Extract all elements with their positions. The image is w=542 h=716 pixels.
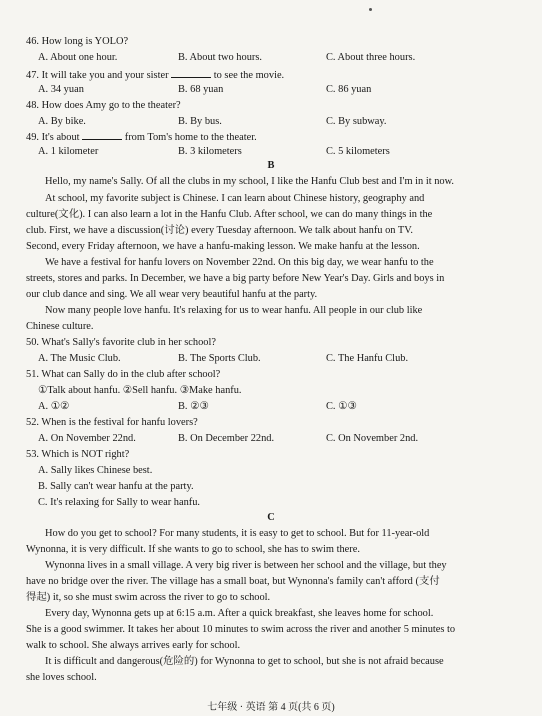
passage-line: walk to school. She always arrives early for school. bbox=[26, 640, 241, 651]
passage-line: She is a good swimmer. It takes her about 10 minutes to swim across the river and another 5 minutes to bbox=[26, 624, 456, 635]
question-53: 53. Which is NOT right? bbox=[26, 449, 130, 460]
option: C. About three hours. bbox=[326, 52, 416, 63]
question-48: 48. How does Amy go to the theater? bbox=[26, 100, 181, 111]
passage-line: How do you get to school? For many students, it is easy to get to school. But for 11-year-old bbox=[45, 528, 430, 539]
option: B. 68 yuan bbox=[178, 84, 224, 95]
passage-line: Wynonna lives in a small village. A very big river is between her school and the village, but they bbox=[45, 560, 447, 571]
question-46: 46. How long is YOLO? bbox=[26, 36, 129, 47]
passage-line: she loves school. bbox=[26, 672, 97, 683]
passage-line: Hello, my name's Sally. Of all the clubs in my school, I like the Hanfu Club best and I'm in it now. bbox=[45, 176, 455, 187]
option: B. 3 kilometers bbox=[178, 146, 242, 157]
page-footer: 七年级 · 英语 第 4 页(共 6 页) bbox=[207, 702, 335, 713]
question-text: 49. It's about bbox=[26, 132, 83, 143]
option: A. On November 22nd. bbox=[38, 433, 136, 444]
option: C. The Hanfu Club. bbox=[326, 353, 409, 364]
passage-line: Second, every Friday afternoon, we have a hanfu-making lesson. We make hanfu at the lesson. bbox=[26, 241, 420, 252]
passage-line: Every day, Wynonna gets up at 6:15 a.m. After a quick breakfast, she leaves home for school. bbox=[45, 608, 434, 619]
option: B. The Sports Club. bbox=[178, 353, 261, 364]
passage-line: 得起) it, so she must swim across the river to go to school. bbox=[26, 592, 271, 603]
passage-line: have no bridge over the river. The village has a small boat, but Wynonna's family can't afford (支付 bbox=[26, 576, 440, 587]
passage-line: At school, my favorite subject is Chinese. I can learn about Chinese history, geography and bbox=[45, 193, 425, 204]
option: B. About two hours. bbox=[178, 52, 262, 63]
option: A. About one hour. bbox=[38, 52, 118, 63]
option: B. On December 22nd. bbox=[178, 433, 275, 444]
option: B. Sally can't wear hanfu at the party. bbox=[38, 481, 194, 492]
question-51-choices: ①Talk about hanfu. ②Sell hanfu. ③Make hanfu. bbox=[38, 385, 242, 396]
passage-line: club. First, we have a discussion(讨论) every Tuesday afternoon. We talk about hanfu on TV. bbox=[26, 225, 414, 236]
passage-line: streets, stores and parks. In December, we have a big party before New Year's Day. Girls and boys in bbox=[26, 273, 445, 284]
passage-line: our club dance and sing. We all wear very beautiful hanfu at the party. bbox=[26, 289, 318, 300]
option: A. Sally likes Chinese best. bbox=[38, 465, 153, 476]
question-49 bbox=[26, 130, 512, 144]
answer-blank bbox=[171, 68, 211, 78]
option: B. ②③ bbox=[178, 401, 209, 412]
question-51: 51. What can Sally do in the club after school? bbox=[26, 369, 221, 380]
section-c-title: C bbox=[267, 512, 275, 523]
question-50: 50. What's Sally's favorite club in her school? bbox=[26, 337, 216, 348]
passage-line: Chinese culture. bbox=[26, 321, 94, 332]
option: C. By subway. bbox=[326, 116, 387, 127]
option: C. 86 yuan bbox=[326, 84, 372, 95]
option: C. ①③ bbox=[326, 401, 357, 412]
passage-line: Wynonna, it is very difficult. If she wants to go to school, she has to swim there. bbox=[26, 544, 360, 555]
passage-line: We have a festival for hanfu lovers on November 22nd. On this big day, we wear hanfu to the bbox=[45, 257, 434, 268]
passage-line: It is difficult and dangerous(危险的) for Wynonna to get to school, but she is not afraid because bbox=[45, 656, 444, 667]
question-47 bbox=[26, 68, 512, 82]
passage-line: Now many people love hanfu. It's relaxing for us to wear hanfu. All people in our club like bbox=[45, 305, 423, 316]
option: A. ①② bbox=[38, 401, 70, 412]
option: A. 34 yuan bbox=[38, 84, 84, 95]
answer-blank bbox=[82, 130, 122, 140]
option: C. It's relaxing for Sally to wear hanfu. bbox=[38, 497, 201, 508]
question-text: to see the movie. bbox=[211, 70, 285, 81]
question-52: 52. When is the festival for hanfu lovers? bbox=[26, 417, 198, 428]
option: A. The Music Club. bbox=[38, 353, 121, 364]
question-text: from Tom's home to the theater. bbox=[122, 132, 257, 143]
option: A. By bike. bbox=[38, 116, 86, 127]
dot-mark bbox=[369, 8, 372, 11]
section-b-title: B bbox=[267, 160, 275, 171]
option: C. On November 2nd. bbox=[326, 433, 419, 444]
option: B. By bus. bbox=[178, 116, 222, 127]
passage-line: culture(文化). I can also learn a lot in the Hanfu Club. After school, we can do many things in the bbox=[26, 209, 433, 220]
option: A. 1 kilometer bbox=[38, 146, 99, 157]
option: C. 5 kilometers bbox=[326, 146, 390, 157]
question-text: 47. It will take you and your sister bbox=[26, 70, 172, 81]
